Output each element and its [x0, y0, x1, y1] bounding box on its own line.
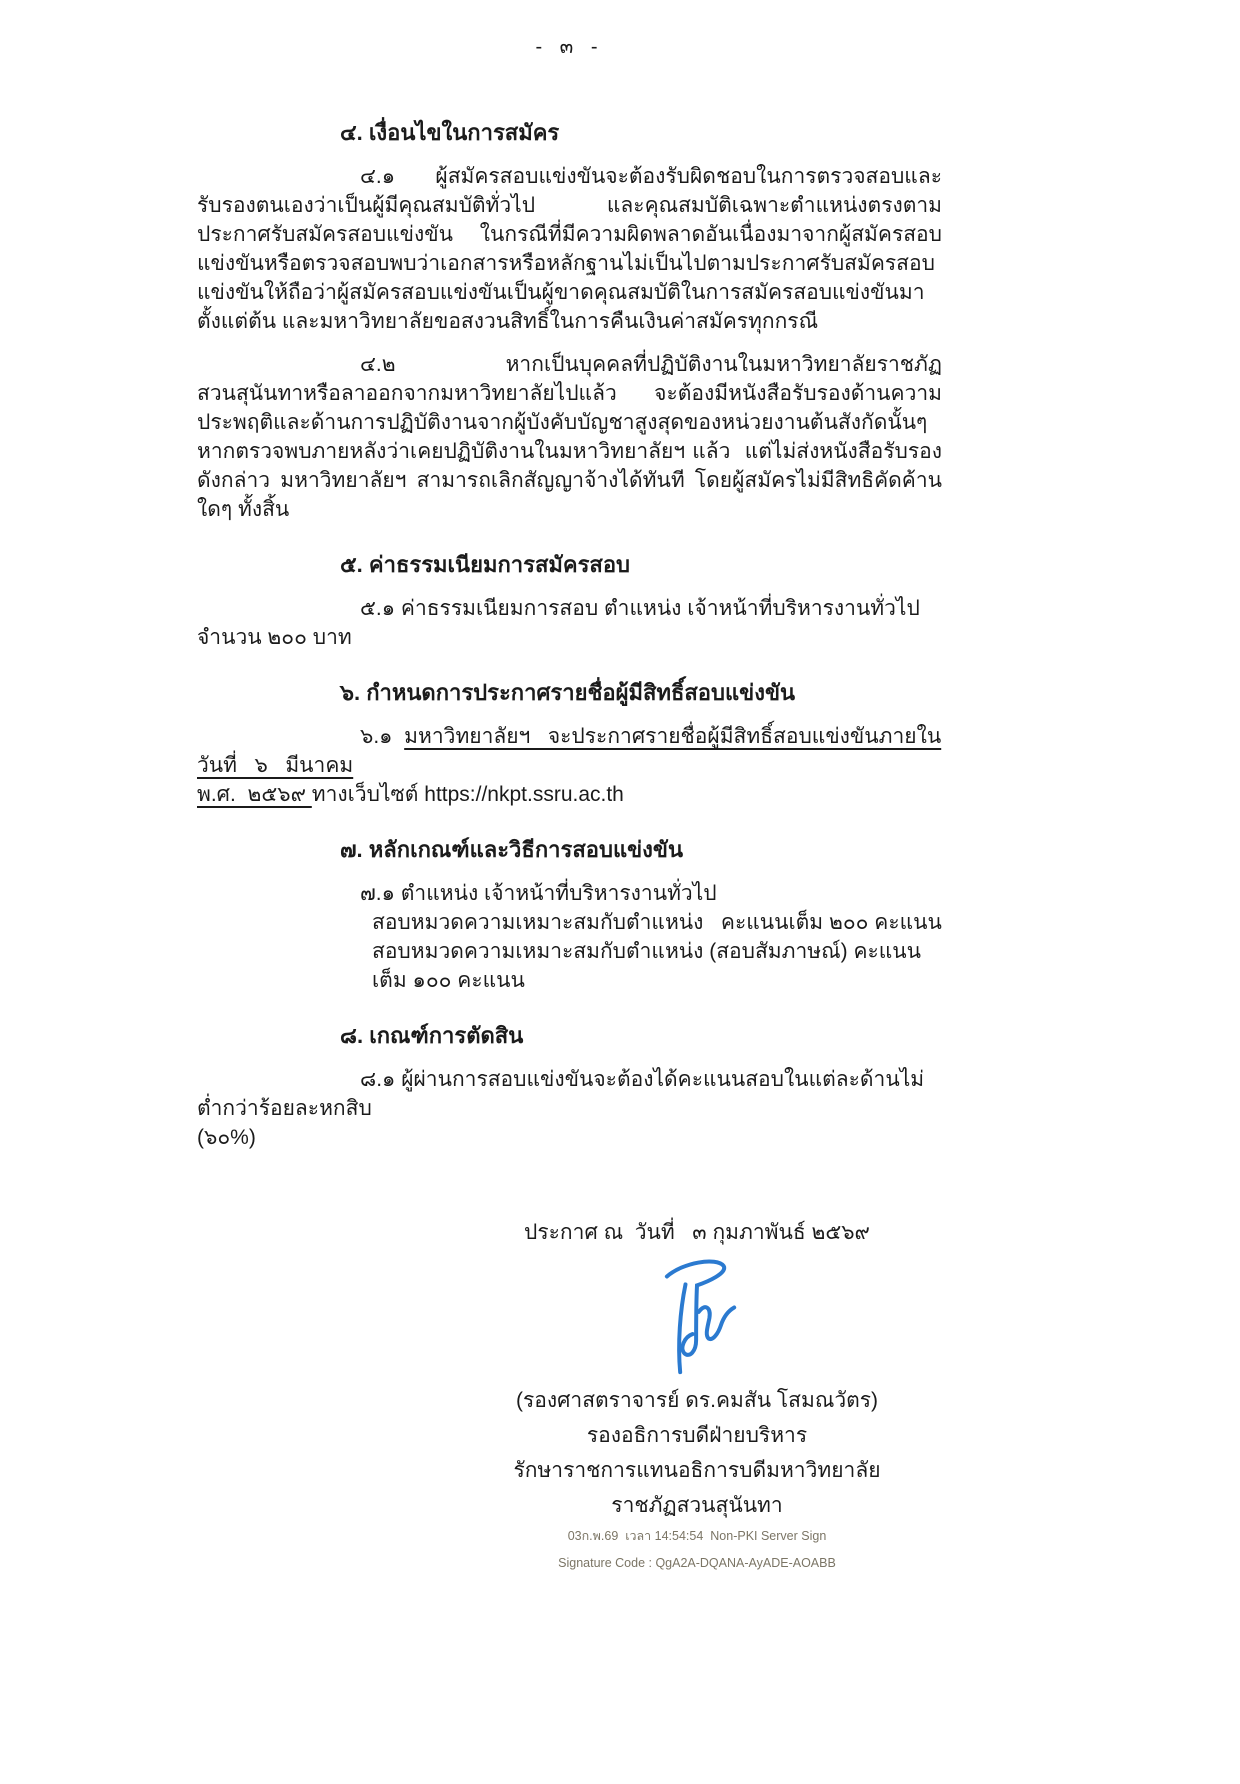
website-url: ทางเว็บไซต์ https://nkpt.ssru.ac.th	[311, 783, 624, 806]
signer-title-2: รักษาราชการแทนอธิการบดีมหาวิทยาลัยราชภัฏสวนสุนันทา	[513, 1459, 881, 1517]
signature-block	[487, 1218, 907, 1577]
document-page	[0, 30, 1240, 1784]
section-7-exam-line-1: สอบหมวดความเหมาะสมกับตำแหน่ง คะแนนเต็ม ๒๐๐ คะแนน	[372, 911, 942, 934]
digital-signature-code: Signature Code : QgA2A-DQANA-AyADE-AOABB	[558, 1556, 836, 1570]
section-7-heading: ๗. หลักเกณฑ์และวิธีการสอบแข่งขัน	[340, 837, 683, 862]
section-5-heading: ๕. ค่าธรรมเนียมการสมัครสอบ	[340, 552, 631, 577]
signer-name: (รองศาสตราจารย์ ดร.คมสัน โสมณวัตร)	[515, 1389, 879, 1412]
item-6-1-underlined-year: พ.ศ. ๒๕๖๙	[197, 783, 312, 806]
section-8-heading: ๘. เกณฑ์การตัดสิน	[340, 1023, 524, 1048]
section-4-heading: ๔. เงื่อนไขในการสมัคร	[340, 120, 560, 145]
section-6-heading: ๖. กำหนดการประกาศรายชื่อผู้มีสิทธิ์สอบแข่งขัน	[340, 680, 796, 705]
signer-title-1: รองอธิการบดีฝ่ายบริหาร	[586, 1424, 808, 1447]
item-6-1-underlined-date: มหาวิทยาลัยฯ จะประกาศรายชื่อผู้มีสิทธิ์สอบแข่งขันภายในวันที่ ๖ มีนาคม	[197, 725, 942, 777]
item-6-1-number: ๖.๑	[360, 725, 405, 748]
signature-icon	[649, 1257, 745, 1381]
document-content	[197, 118, 942, 1577]
handwritten-signature	[487, 1257, 907, 1383]
section-4-paragraph-4-2: ๔.๒ หากเป็นบุคคลที่ปฏิบัติงานในมหาวิทยาลัยราชภัฏสวนสุนันทาหรือลาออกจากมหาวิทยาลัยไปแล้ว จะต้องมีหนังสือรับรองด้านความประพฤติและด้านการปฏิบัติงานจากผู้บังคับบัญชาสูงสุดของหน่วยงานต้นสังกัดนั้นๆ หากตรวจพบภายหลังว่าเคยปฏิบัติงานในมหาวิทยาลัยฯ แล้ว แต่ไม่ส่งหนังสือรับรองดังกล่าว มหาวิทยาลัยฯ สามารถเลิกสัญญาจ้างได้ทันที โดยผู้สมัครไม่มีสิทธิคัดค้านใดๆ ทั้งสิ้น	[197, 353, 942, 521]
digital-signature-timestamp: 03ก.พ.69 เวลา 14:54:54 Non-PKI Server Sign	[567, 1529, 827, 1543]
announcement-date-line: ประกาศ ณ วันที่ ๓ กุมภาพันธ์ ๒๕๖๙	[524, 1221, 870, 1244]
section-8-item-8-1-continued: (๖๐%)	[197, 1126, 256, 1149]
section-6-item-6-1	[197, 722, 942, 809]
page-number: - ๓ -	[535, 36, 604, 58]
section-8-item-8-1: ๘.๑ ผู้ผ่านการสอบแข่งขันจะต้องได้คะแนนสอบในแต่ละด้านไม่ต่ำกว่าร้อยละหกสิบ	[197, 1068, 925, 1120]
section-4-paragraph-4-1: ๔.๑ ผู้สมัครสอบแข่งขันจะต้องรับผิดชอบในการตรวจสอบและรับรองตนเองว่าเป็นผู้มีคุณสมบัติทั่วไป และคุณสมบัติเฉพาะตำแหน่งตรงตามประกาศรับสมัครสอบแข่งขัน ในกรณีที่มีความผิดพลาดอันเนื่องมาจากผู้สมัครสอบแข่งขันหรือตรวจสอบพบว่าเอกสารหรือหลักฐานไม่เป็นไปตามประกาศรับสมัครสอบแข่งขันให้ถือว่าผู้สมัครสอบแข่งขันเป็นผู้ขาดคุณสมบัติในการสมัครสอบแข่งขันมาตั้งแต่ต้น และมหาวิทยาลัยขอสงวนสิทธิ์ในการคืนเงินค่าสมัครทุกกรณี	[197, 165, 942, 333]
section-7-exam-line-2: สอบหมวดความเหมาะสมกับตำแหน่ง (สอบสัมภาษณ์) คะแนนเต็ม ๑๐๐ คะแนน	[372, 940, 922, 992]
section-7-item-7-1: ๗.๑ ตำแหน่ง เจ้าหน้าที่บริหารงานทั่วไป	[360, 882, 717, 905]
section-5-item-5-1: ๕.๑ ค่าธรรมเนียมการสอบ ตำแหน่ง เจ้าหน้าที่บริหารงานทั่วไป จำนวน ๒๐๐ บาท	[197, 597, 932, 649]
